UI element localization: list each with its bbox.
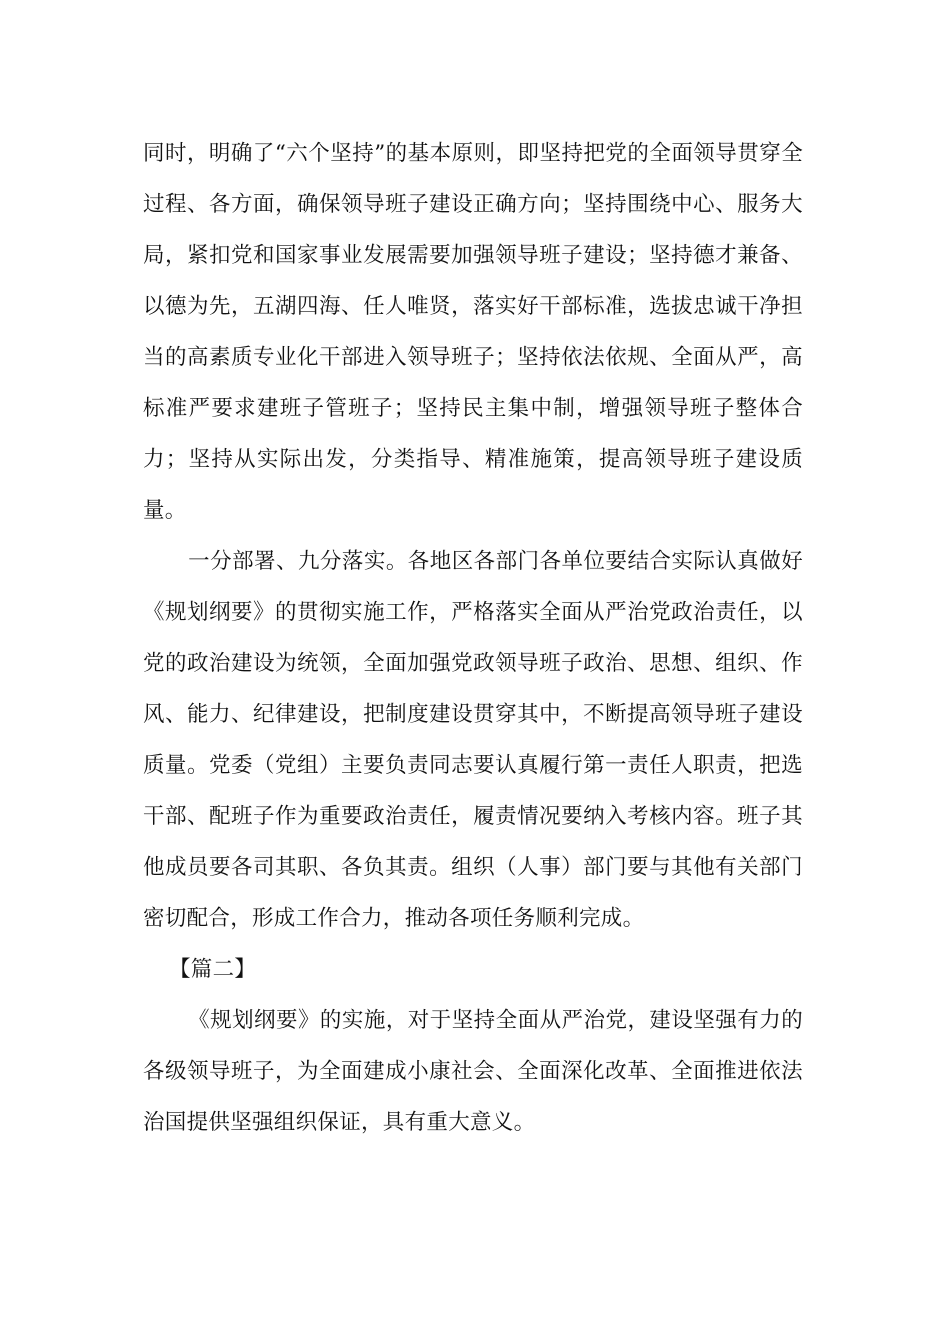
document-body — [143, 128, 803, 1148]
section-heading: 【篇二】 — [169, 957, 257, 982]
paragraph-principles: 同时，明确了“六个坚持”的基本原则，即坚持把党的全面领导贯穿全过程、各方面，确保领导班子建设正确方向；坚持围绕中心、服务大局，紧扣党和国家事业发展需要加强领导班子建设；坚持德才兼备、以德为先，五湖四海、任人唯贤，落实好干部标准，选拔忠诚干净担当的高素质专业化干部进入领导班子；坚持依法依规、全面从严，高标准严要求建班子管班子；坚持民主集中制，增强领导班子整体合力；坚持从实际出发，分类指导、精准施策，提高领导班子建设质量。 — [143, 141, 803, 523]
paragraph-significance: 《规划纲要》的实施，对于坚持全面从严治党，建设坚强有力的各级领导班子，为全面建成小康社会、全面深化改革、全面推进依法治国提供坚强组织保证，具有重大意义。 — [143, 1008, 803, 1135]
paragraph-implementation: 一分部署、九分落实。各地区各部门各单位要结合实际认真做好《规划纲要》的贯彻实施工作，严格落实全面从严治党政治责任，以党的政治建设为统领，全面加强党政领导班子政治、思想、组织、作风、能力、纪律建设，把制度建设贯穿其中，不断提高领导班子建设质量。党委（党组）主要负责同志要认真履行第一责任人职责，把选干部、配班子作为重要政治责任，履责情况要纳入考核内容。班子其他成员要各司其职、各负其责。组织（人事）部门要与其他有关部门密切配合，形成工作合力，推动各项任务顺利完成。 — [143, 549, 803, 931]
